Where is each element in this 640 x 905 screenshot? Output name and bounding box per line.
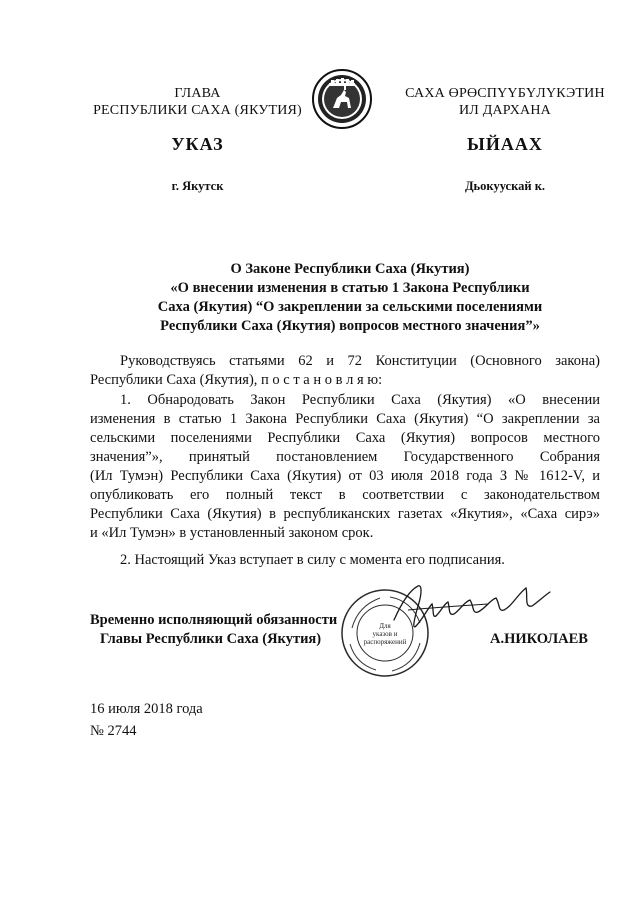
doc-type-right: ЫЙААХ (467, 134, 543, 154)
header-left-line1: ГЛАВА (174, 86, 221, 101)
title-line: Республики Саха (Якутия) вопросов местного значения”» (160, 318, 540, 334)
text-line: изменения в статью 1 Закона Республики Саха (Якутия) “О закреплении за (90, 411, 600, 427)
text-line: сельскими поселениями Республики Саха (Якутия) вопросов местного (90, 430, 600, 446)
city-left: г. Якутск (171, 179, 224, 193)
title-line: «О внесении изменения в статью 1 Закона Республики (170, 280, 530, 296)
paragraph-item-2 (120, 551, 600, 570)
header-right (385, 85, 625, 119)
signatory-name: А.НИКОЛАЕВ (490, 631, 588, 647)
title-line: О Законе Республики Саха (Якутия) (230, 261, 470, 277)
text-line: значения”», принятый постановлением Государственного Собрания (90, 449, 600, 465)
doc-type-left: УКАЗ (171, 134, 224, 154)
header-left-line2: РЕСПУБЛИКИ САХА (ЯКУТИЯ) (93, 103, 302, 118)
text-line: Республики Саха (Якутия), п о с т а н о в л я ю: (90, 372, 383, 388)
text-line: и «Ил Тумэн» в установленный законом срок. (90, 525, 374, 541)
signatory-line2: Главы Республики Саха (Якутия) (100, 631, 322, 647)
document-date: 16 июля 2018 года (90, 701, 203, 717)
text-line: 2. Настоящий Указ вступает в силу с момента его подписания. (120, 552, 505, 568)
signatory-line1: Временно исполняющий обязанности (90, 612, 338, 628)
city-right: Дьокуускай к. (464, 179, 546, 193)
text-line: (Ил Тумэн) Республики Саха (Якутия) от 03 июля 2018 года З № 1612-V, и (90, 468, 600, 484)
text-line: Руководствуясь статьями 62 и 72 Конституции (Основного закона) (120, 353, 600, 369)
paragraph-item-1 (90, 391, 600, 543)
stamp-text-1: Для (379, 622, 391, 630)
header-left (90, 85, 305, 119)
text-line: 1. Обнародовать Закон Республики Саха (Якутия) «О внесении (120, 392, 600, 408)
header-right-line1: САХА ӨРӨСПҮҮБҮЛҮКЭТИН (405, 86, 605, 101)
header-right-line2: ИЛ ДАРХАНА (458, 103, 551, 118)
paragraph-preamble (90, 352, 600, 390)
text-line: Республики Саха (Якутия) в республиканских газетах «Якутия», «Саха сирэ» (90, 506, 600, 522)
document-title (90, 260, 610, 336)
document-number: № 2744 (90, 723, 137, 739)
emblem-icon (311, 68, 373, 130)
text-line: опубликовать его полный текст в соответствии с законодательством (90, 487, 600, 503)
title-line: Саха (Якутия) “О закреплении за сельскими поселениями (157, 299, 543, 315)
stamp-text-2: указов и (372, 630, 398, 638)
stamp-text-3: распоряжений (363, 638, 407, 646)
